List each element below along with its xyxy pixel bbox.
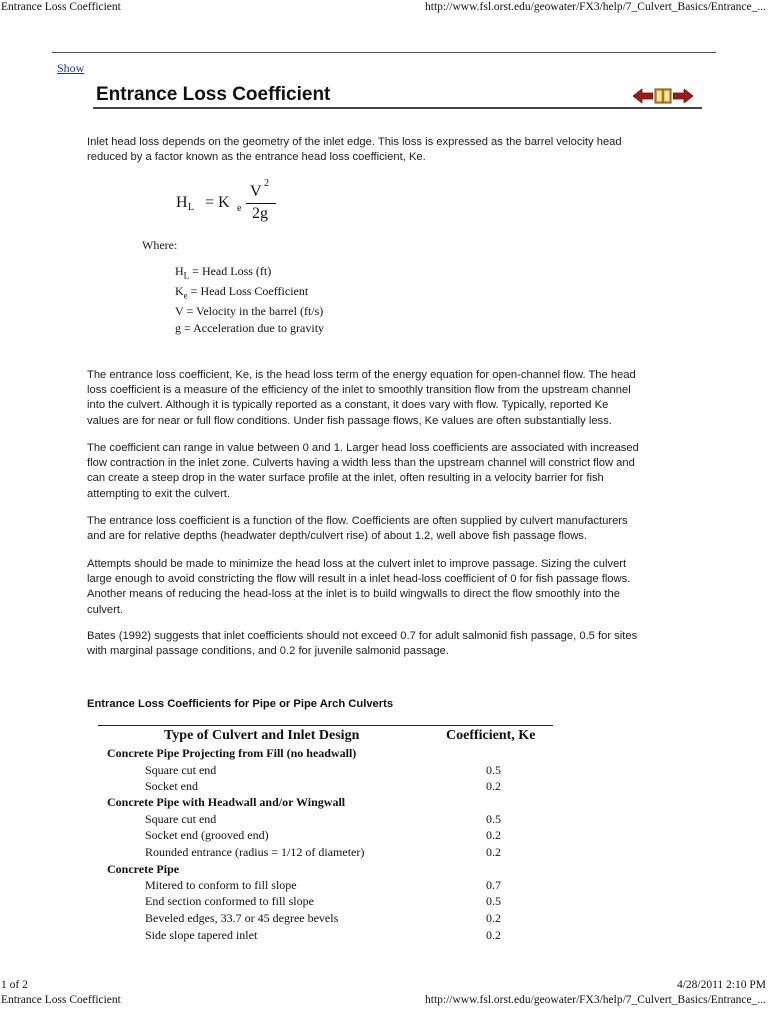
column-header-type: Type of Culvert and Inlet Design (164, 728, 360, 743)
table-row (0, 894, 768, 910)
definition-text: = Head Loss Coefficient (187, 284, 309, 298)
inlet-design-cell: Square cut end (145, 763, 217, 777)
table-row (0, 928, 768, 944)
table-caption: Entrance Loss Coefficients for Pipe or Pipe Arch Culverts (87, 698, 394, 710)
formula-k-subscript: e (237, 203, 242, 214)
formula-numerator-exponent: 2 (264, 178, 269, 189)
print-header-url: http://www.fsl.orst.edu/geowater/FX3/help/7_Culvert_Basics/Entrance_... (425, 1, 766, 13)
definition-text: = Velocity in the barrel (ft/s) (183, 304, 324, 318)
inlet-design-cell: Socket end (145, 779, 198, 793)
coefficient-cell: 0.2 (486, 928, 501, 942)
text-line: The entrance loss coefficient is a function of the flow. Coefficients are often supplied by culvert manufacturers (87, 515, 628, 527)
definition-subscript: e (183, 290, 188, 301)
formula-equals-k: = K (205, 194, 230, 211)
text-line: The coefficient can range in value between 0 and 1. Larger head loss coefficients are associated with increased (87, 442, 639, 454)
inlet-design-cell: Square cut end (145, 812, 217, 826)
coefficient-cell: 0.5 (486, 894, 501, 908)
definition-text: = Head Loss (ft) (189, 264, 272, 278)
table-row (0, 828, 768, 844)
paragraph-function-of-flow (87, 514, 707, 544)
table-row (0, 763, 768, 779)
table-row (0, 845, 768, 861)
text-line: Another means of reducing the head-loss at the inlet is to build wingwalls to direct the flow smoothly into the (87, 588, 620, 601)
formula-lhs: H (176, 194, 188, 211)
formula-numerator: V (250, 183, 262, 200)
back-arrow-icon[interactable] (633, 89, 653, 103)
show-link[interactable]: Show (57, 61, 85, 75)
column-header-coefficient: Coefficient, Ke (446, 728, 536, 743)
paragraph-definition (87, 368, 707, 429)
table-top-rule (98, 725, 553, 726)
text-line: attempting to exit the culvert. (87, 487, 231, 500)
table-row-category (0, 862, 768, 878)
definition-subscript: L (183, 270, 190, 281)
coefficient-cell: 0.2 (486, 845, 501, 859)
definition-symbol: g (175, 321, 181, 335)
definition-symbol: K (175, 284, 184, 298)
head-loss-formula (176, 178, 306, 228)
forward-arrow-icon[interactable] (673, 89, 693, 103)
coefficient-cell: 0.5 (486, 763, 501, 777)
paragraph-minimize-loss (87, 557, 707, 618)
intro-paragraph (87, 135, 707, 165)
text-line: culvert. (87, 603, 124, 616)
definition-symbol: V (175, 304, 184, 318)
inlet-design-cell: End section conformed to fill slope (145, 894, 314, 908)
inlet-design-cell: Rounded entrance (radius = 1/12 of diameter) (145, 845, 365, 859)
coefficient-cell: 0.7 (486, 878, 501, 892)
text-line: reduced by a factor known as the entrance head loss coefficient, Ke. (87, 151, 426, 164)
definition-velocity (175, 304, 323, 319)
paragraph-bates (87, 629, 707, 659)
paragraph-range (87, 441, 707, 502)
coefficient-cell: 0.2 (486, 779, 501, 793)
table-row (0, 812, 768, 828)
table-row-category (0, 795, 768, 811)
definition-text: = Acceleration due to gravity (181, 321, 325, 335)
top-divider (52, 52, 716, 53)
title-divider (93, 107, 702, 109)
print-footer-url: http://www.fsl.orst.edu/geowater/FX3/help/7_Culvert_Basics/Entrance_... (425, 994, 766, 1006)
formula-denominator: 2g (252, 205, 268, 222)
where-label: Where: (142, 238, 178, 252)
contents-book-icon[interactable] (653, 87, 673, 105)
inlet-design-cell: Side slope tapered inlet (145, 928, 258, 942)
definition-head-loss (175, 264, 271, 280)
text-line: flow contraction in the inlet zone. Culverts having a width less than the upstream channel will constrict flow and (87, 457, 635, 470)
inlet-design-cell: Mitered to conform to fill slope (145, 878, 297, 892)
definition-symbol: H (175, 264, 184, 278)
coefficient-cell: 0.5 (486, 812, 501, 826)
text-line: Inlet head loss depends on the geometry of the inlet edge. This loss is expressed as the barrel velocity head (87, 136, 622, 148)
text-line: can create a steep drop in the water surface profile at the inlet, often resulting in a velocity barrier for fish (87, 472, 604, 485)
definition-gravity (175, 321, 324, 336)
table-row (0, 779, 768, 795)
print-header-title: Entrance Loss Coefficient (1, 1, 121, 13)
text-line: Bates (1992) suggests that inlet coefficients should not exceed 0.7 for adult salmonid fish passage, 0.5 for sites (87, 630, 638, 642)
table-row (0, 878, 768, 894)
page-title: Entrance Loss Coefficient (96, 84, 331, 105)
category-label: Concrete Pipe (107, 862, 180, 876)
coefficient-cell: 0.2 (486, 828, 501, 842)
formula-lhs-subscript: L (188, 202, 195, 213)
coefficient-cell: 0.2 (486, 911, 501, 925)
definition-coefficient (175, 284, 308, 300)
print-footer-datetime: 4/28/2011 2:10 PM (676, 979, 766, 991)
text-line: The entrance loss coefficient, Ke, is the head loss term of the energy equation for open-channel flow. The head (87, 369, 636, 381)
category-label: Concrete Pipe with Headwall and/or Wingwall (107, 795, 346, 809)
text-line: large enough to avoid constricting the flow will result in a inlet head-loss coefficient of 0 for fish passage flows. (87, 573, 631, 586)
inlet-design-cell: Socket end (grooved end) (145, 828, 269, 842)
help-nav (633, 87, 693, 105)
print-footer-page: 1 of 2 (1, 979, 28, 991)
text-line: into the culvert. Although it is typically reported as a constant, it does vary with flow. Typically, reported Ke (87, 399, 609, 412)
category-label: Concrete Pipe Projecting from Fill (no headwall) (107, 746, 357, 760)
text-line: loss coefficient is a measure of the efficiency of the inlet to smoothly transition flow from the upstream channel (87, 384, 631, 397)
print-footer-title: Entrance Loss Coefficient (1, 994, 121, 1006)
text-line: with marginal passage conditions, and 0.2 for juvenile salmonid passage. (87, 645, 449, 658)
text-line: and are for relative depths (headwater depth/culvert rise) of about 1.2, well above fish passage flows. (87, 530, 587, 543)
table-row (0, 911, 768, 927)
text-line: values are for near or full flow conditions. Under fish passage flows, Ke values are often substantially less. (87, 414, 612, 427)
inlet-design-cell: Beveled edges, 33.7 or 45 degree bevels (145, 911, 339, 925)
fraction-bar (246, 203, 276, 204)
text-line: Attempts should be made to minimize the head loss at the culvert inlet to improve passage. Sizing the culvert (87, 558, 627, 570)
table-row-category (0, 746, 768, 762)
